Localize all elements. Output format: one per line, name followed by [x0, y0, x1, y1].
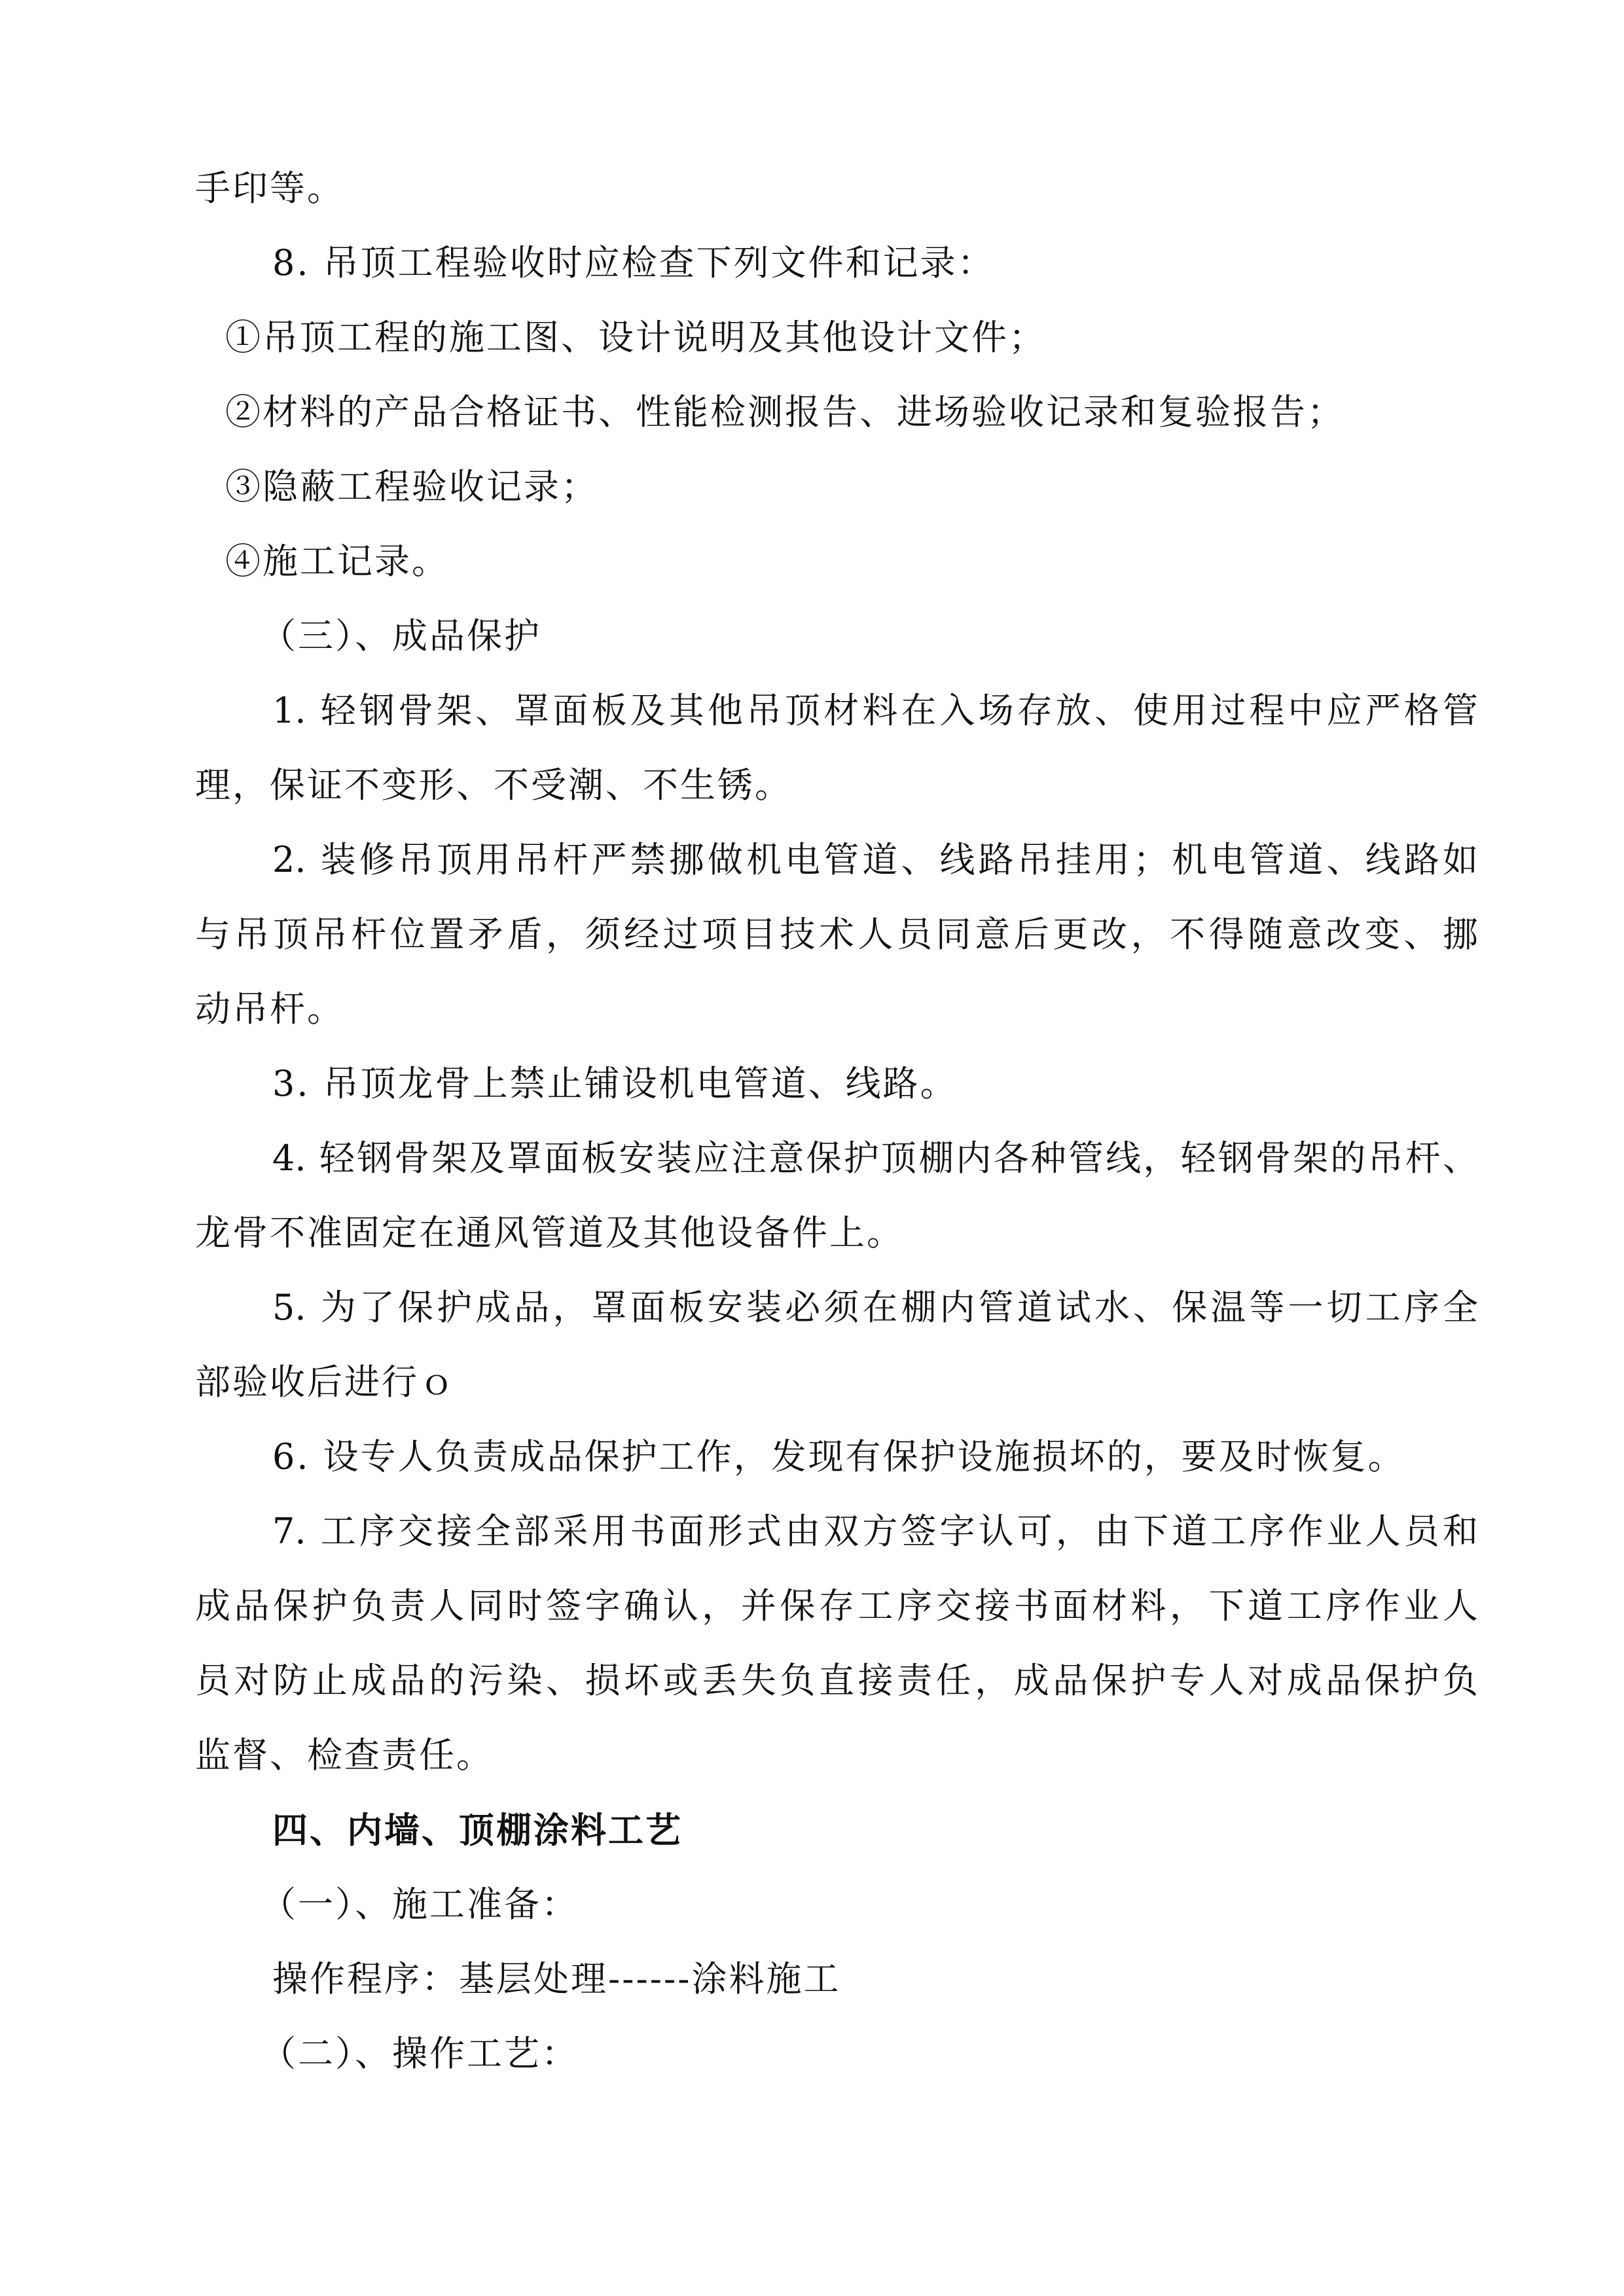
list-item: ③隐蔽工程验收记录； [225, 466, 598, 507]
paragraph-line: 与吊顶吊杆位置矛盾，须经过项目技术人员同意后更改，不得随意改变、挪 [195, 914, 1478, 955]
paragraph-line: 动吊杆。 [195, 988, 344, 1030]
paragraph-line: 监督、检查责任。 [195, 1734, 494, 1776]
paragraph-line: 7. 工序交接全部采用书面形式由双方签字认可，由下道工序作业人员和 [272, 1511, 1478, 1552]
paragraph-line: 操作程序：基层处理------涂料施工 [272, 1958, 841, 2000]
document-page [195, 151, 1478, 2091]
paragraph-line: 理，保证不变形、不受潮、不生锈。 [195, 764, 792, 806]
paragraph-line: 5. 为了保护成品，罩面板安装必须在棚内管道试水、保温等一切工序全 [272, 1287, 1478, 1328]
paragraph-line: 6. 设专人负责成品保护工作，发现有保护设施损坏的，要及时恢复。 [272, 1436, 1405, 1477]
section-heading: （一）、施工准备： [261, 1884, 579, 1925]
paragraph-line: 4. 轻钢骨架及罩面板安装应注意保护顶棚内各种管线，轻钢骨架的吊杆、 [272, 1138, 1478, 1179]
paragraph-line: 3. 吊顶龙骨上禁止铺设机电管道、线路。 [272, 1063, 958, 1104]
paragraph-line: 员对防止成品的污染、损坏或丢失负直接责任，成品保护专人对成品保护负 [195, 1660, 1478, 1701]
paragraph-line: 2. 装修吊顶用吊杆严禁挪做机电管道、线路吊挂用；机电管道、线路如 [272, 839, 1478, 880]
paragraph-line: 龙骨不准固定在通风管道及其他设备件上。 [195, 1212, 904, 1253]
list-item-heading: 8. 吊顶工程验收时应检查下列文件和记录： [272, 242, 995, 283]
list-item: ①吊顶工程的施工图、设计说明及其他设计文件； [225, 317, 1046, 358]
paragraph-line: 成品保护负责人同时签字确认，并保存工序交接书面材料，下道工序作业人 [195, 1585, 1478, 1626]
paragraph-line: 部验收后进行ｏ [195, 1361, 456, 1403]
section-heading: （二）、操作工艺： [261, 2033, 579, 2074]
paragraph-line: 1. 轻钢骨架、罩面板及其他吊顶材料在入场存放、使用过程中应严格管 [272, 690, 1478, 731]
section-heading: （三）、成品保护 [261, 615, 541, 656]
chapter-heading: 四、内墙、顶棚涂料工艺 [272, 1809, 683, 1851]
list-item: ②材料的产品合格证书、性能检测报告、进场验收记录和复验报告； [225, 391, 1344, 433]
list-item: ④施工记录。 [225, 541, 449, 582]
paragraph-line: 手印等。 [195, 168, 344, 209]
